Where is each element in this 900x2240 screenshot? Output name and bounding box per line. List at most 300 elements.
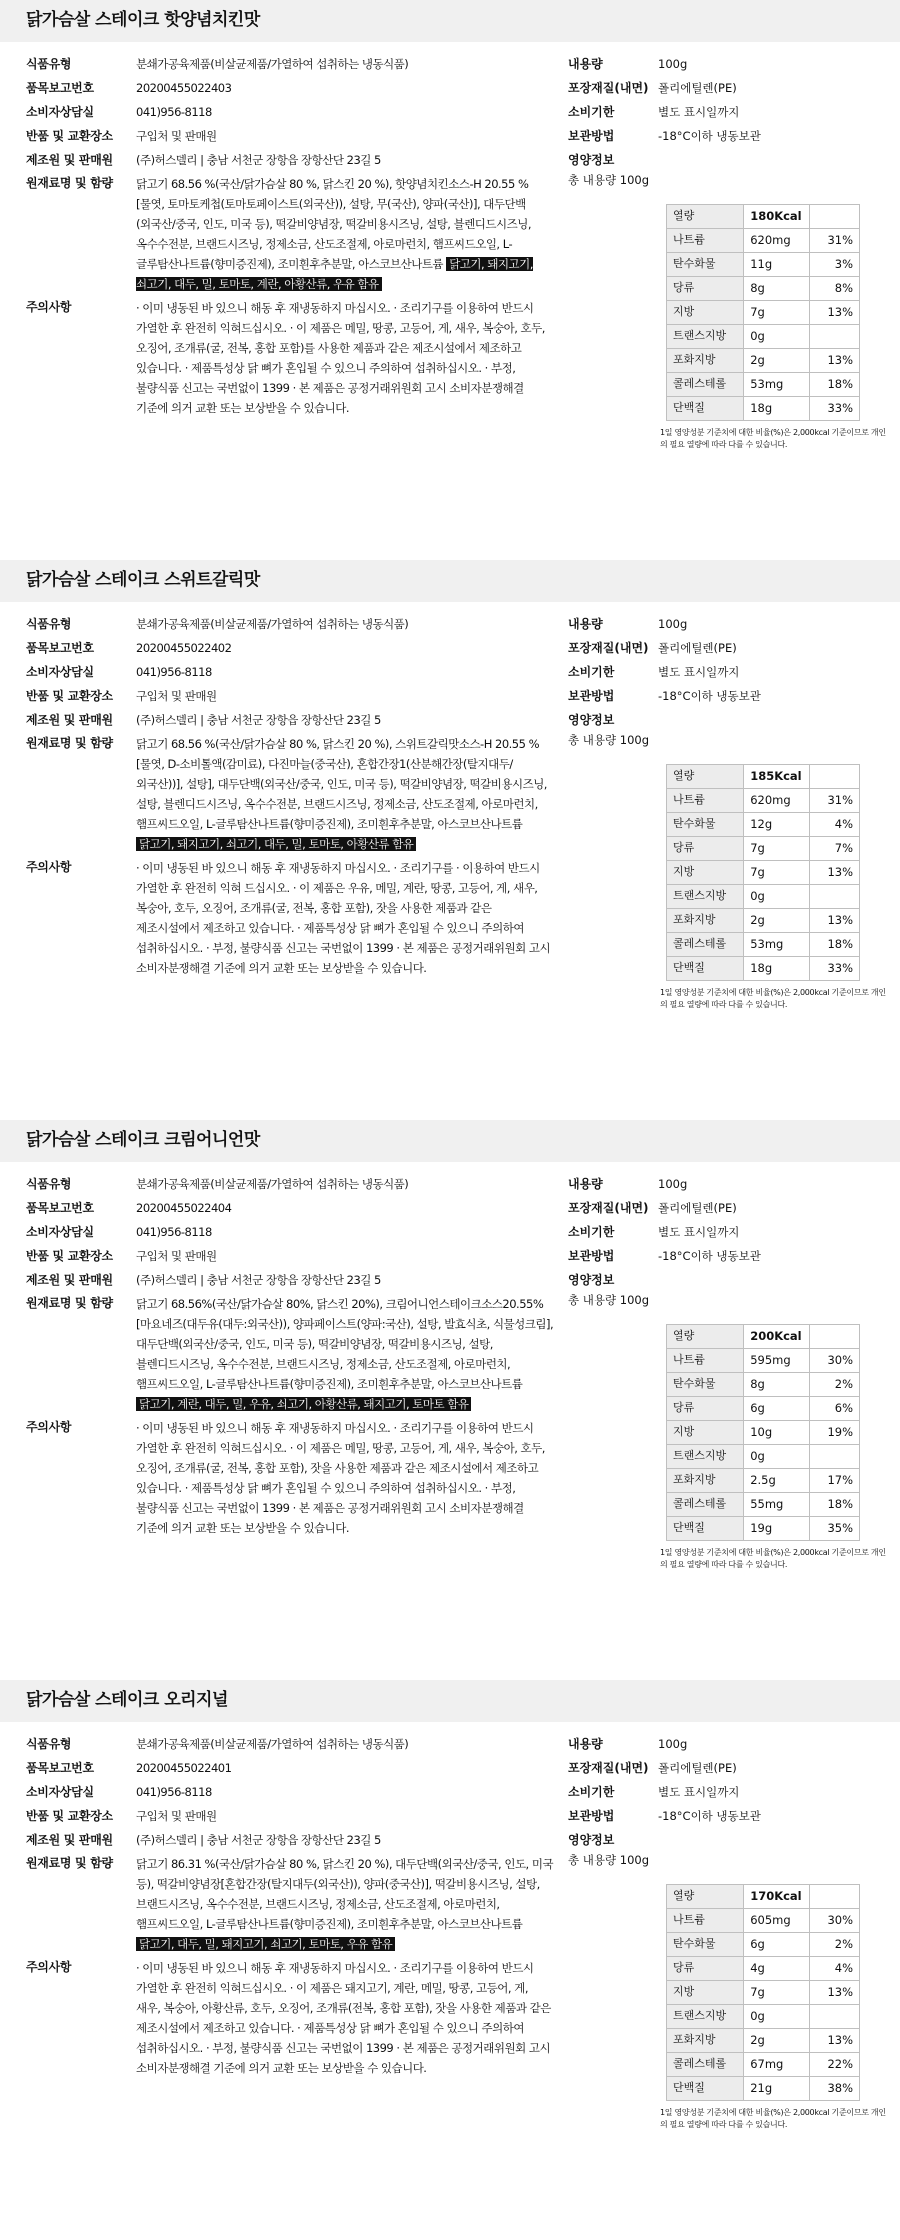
nutrition-row — [667, 1981, 860, 2005]
product-content — [0, 1722, 900, 2131]
nutrition-row — [667, 1397, 860, 1421]
product-info-right — [554, 1174, 900, 1571]
volume-value: 100g — [658, 57, 688, 71]
nutrition-row — [667, 1373, 860, 1397]
storage-label: 보관방법 — [568, 129, 615, 143]
nutrient-percent — [810, 325, 860, 349]
return-place-value: 구입처 및 판매원 — [136, 689, 217, 703]
product-section — [0, 0, 900, 560]
report-no-value: 20200455022401 — [136, 1761, 232, 1775]
nutrition-heading: 영양정보 — [568, 1273, 615, 1287]
nutrient-percent — [810, 765, 860, 789]
product-content — [0, 602, 900, 1011]
nutrient-amount: 6g — [744, 1933, 810, 1957]
ingredients-text: 닭고기 68.56%(국산/닭가슴살 80%, 닭스킨 20%), 크림어니언스테이크소스20.55%[마요네즈(대두유(대두:외국산)), 양파페이스트(양파:국산), 설탕, 발효식초, 식물성크림], 대두단백(외국산/중국, 인도, 미국 등), 떡갈비양념장, 떡갈비용시즈닝, 설탕, 블렌디드시즈닝, 옥수수전분, 브랜드시즈닝, 정제소금, 산도조절제, 아로마런치, 햄프씨드오일, L-글루탐산나트륨(향미증진제), 조미흰후추분말, 아스코브산나트륨 — [136, 1297, 554, 1391]
nutrition-heading: 영양정보 — [568, 1833, 615, 1847]
report-no-label: 품목보고번호 — [26, 1761, 94, 1775]
nutrition-row — [667, 253, 860, 277]
nutrient-amount: 7g — [744, 1981, 810, 2005]
food-type-value: 분쇄가공육제품(비살균제품/가열하여 섭취하는 냉동식품) — [136, 1737, 409, 1751]
nutrient-name: 지방 — [667, 1981, 744, 2005]
nutrient-name: 단백질 — [667, 1517, 744, 1541]
caution-label: 주의사항 — [26, 300, 72, 314]
volume-value: 100g — [658, 617, 688, 631]
return-place-value: 구입처 및 판매원 — [136, 1809, 217, 1823]
nutrition-note: 1일 영양성분 기준치에 대한 비율(%)은 2,000kcal 기준이므로 개인의 필요 열량에 따라 다를 수 있습니다. — [660, 428, 886, 449]
report-no-value: 20200455022402 — [136, 641, 232, 655]
report-no-value: 20200455022403 — [136, 81, 232, 95]
nutrient-amount: 18g — [744, 957, 810, 981]
nutrient-name: 열량 — [667, 1885, 744, 1909]
ingredients-row — [26, 734, 554, 854]
nutrient-name: 트랜스지방 — [667, 325, 744, 349]
nutrition-row — [667, 789, 860, 813]
volume-value: 100g — [658, 1737, 688, 1751]
nutrient-percent: 38% — [810, 2077, 860, 2101]
nutrient-amount: 18g — [744, 397, 810, 421]
ingredients-value — [136, 734, 554, 854]
expiry-label: 소비기한 — [568, 1225, 615, 1239]
nutrient-name: 열량 — [667, 205, 744, 229]
nutrient-amount: 620mg — [744, 789, 810, 813]
nutrient-amount: 0g — [744, 885, 810, 909]
nutrition-table-body — [667, 205, 860, 421]
nutrient-percent: 35% — [810, 1517, 860, 1541]
packaging-value: 폴리에틸렌(PE) — [658, 1761, 737, 1775]
nutrient-percent: 30% — [810, 1909, 860, 1933]
nutrient-percent: 4% — [810, 1957, 860, 1981]
manufacturer-row — [26, 1830, 554, 1850]
nutrient-amount: 7g — [744, 861, 810, 885]
consumer-center-label: 소비자상담실 — [26, 105, 94, 119]
ingredients-label: 원재료명 및 함량 — [26, 176, 113, 190]
nutrient-amount: 170Kcal — [744, 1885, 810, 1909]
consumer-center-label: 소비자상담실 — [26, 665, 94, 679]
nutrient-amount: 6g — [744, 1397, 810, 1421]
consumer-center-row — [26, 662, 554, 682]
nutrient-name: 탄수화물 — [667, 813, 744, 837]
consumer-center-row — [26, 1782, 554, 1802]
nutrient-amount: 53mg — [744, 373, 810, 397]
nutrition-row — [667, 1421, 860, 1445]
nutrient-percent: 17% — [810, 1469, 860, 1493]
nutrition-row — [667, 1445, 860, 1469]
nutrient-percent: 13% — [810, 301, 860, 325]
ingredients-value — [136, 1294, 554, 1414]
food-type-label: 식품유형 — [26, 617, 72, 631]
report-no-label: 품목보고번호 — [26, 81, 94, 95]
food-type-row — [26, 614, 554, 634]
nutrition-row — [667, 397, 860, 421]
product-title-bar — [0, 560, 900, 602]
report-no-row — [26, 1758, 554, 1778]
nutrition-row — [667, 1957, 860, 1981]
nutrient-name: 콜레스테롤 — [667, 2053, 744, 2077]
nutrition-row — [667, 909, 860, 933]
caution-row — [26, 1958, 554, 2078]
nutrient-name: 콜레스테롤 — [667, 1493, 744, 1517]
nutrient-name: 탄수화물 — [667, 1933, 744, 1957]
storage-value: -18°C이하 냉동보관 — [658, 129, 761, 143]
storage-row — [568, 686, 900, 706]
nutrient-amount: 8g — [744, 1373, 810, 1397]
consumer-center-value: 041)956-8118 — [136, 105, 212, 119]
packaging-label: 포장재질(내면) — [568, 1761, 649, 1775]
storage-value: -18°C이하 냉동보관 — [658, 689, 761, 703]
product-info-right — [554, 614, 900, 1011]
nutrient-amount: 605mg — [744, 1909, 810, 1933]
product-title: 닭가슴살 스테이크 스위트갈릭맛 — [26, 570, 260, 591]
nutrient-amount: 0g — [744, 1445, 810, 1469]
food-type-label: 식품유형 — [26, 1177, 72, 1191]
return-place-value: 구입처 및 판매원 — [136, 129, 217, 143]
nutrition-row — [667, 1349, 860, 1373]
manufacturer-row — [26, 1270, 554, 1290]
nutrient-amount: 0g — [744, 325, 810, 349]
nutrient-amount: 595mg — [744, 1349, 810, 1373]
product-info-right — [554, 1734, 900, 2131]
caution-value: · 이미 냉동된 바 있으니 해동 후 재냉동하지 마십시오. · 조리기구를 이용하여 반드시 가열한 후 완전히 익혀드십시오. · 이 제품은 메밀, 땅콩, 고등어, 게, 새우, 복숭아, 호두, 오징어, 조개류(굴, 전복, 홍합 포함), 잣을 사용한 제품과 같은 제조시설에서 제조하고 있습니다. · 제품특성상 닭 뼈가 혼입될 수 있으니 주의하여 섭취하십시오. · 부정, 불량식품 신고는 국번없이 1399 · 본 제품은 공정거래위원회 고시 소비자분쟁해결 기준에 의거 교환 또는 보상받을 수 있습니다. — [136, 1421, 545, 1535]
packaging-value: 폴리에틸렌(PE) — [658, 1201, 737, 1215]
volume-row — [568, 1734, 900, 1754]
volume-row — [568, 54, 900, 74]
expiry-value: 별도 표시일까지 — [658, 105, 740, 119]
nutrient-percent: 30% — [810, 1349, 860, 1373]
nutrition-heading-row — [568, 1270, 900, 1290]
nutrient-amount: 7g — [744, 301, 810, 325]
report-no-label: 품목보고번호 — [26, 1201, 94, 1215]
product-section — [0, 1680, 900, 2240]
nutrient-name: 단백질 — [667, 397, 744, 421]
food-type-row — [26, 1734, 554, 1754]
manufacturer-label: 제조원 및 판매원 — [26, 153, 113, 167]
nutrient-name: 포화지방 — [667, 1469, 744, 1493]
consumer-center-row — [26, 1222, 554, 1242]
storage-label: 보관방법 — [568, 1809, 615, 1823]
nutrient-name: 콜레스테롤 — [667, 933, 744, 957]
return-place-label: 반품 및 교환장소 — [26, 689, 113, 703]
nutrient-amount: 11g — [744, 253, 810, 277]
nutrition-row — [667, 1933, 860, 1957]
nutrient-percent: 13% — [810, 1981, 860, 2005]
nutrient-name: 지방 — [667, 1421, 744, 1445]
volume-label: 내용량 — [568, 1737, 603, 1751]
product-info-left — [26, 1174, 554, 1571]
consumer-center-value: 041)956-8118 — [136, 1785, 212, 1799]
nutrient-amount: 53mg — [744, 933, 810, 957]
storage-value: -18°C이하 냉동보관 — [658, 1809, 761, 1823]
report-no-row — [26, 1198, 554, 1218]
nutrition-row — [667, 1325, 860, 1349]
report-no-row — [26, 78, 554, 98]
nutrient-amount: 2g — [744, 349, 810, 373]
nutrient-amount: 2.5g — [744, 1469, 810, 1493]
return-place-label: 반품 및 교환장소 — [26, 1249, 113, 1263]
ingredients-label: 원재료명 및 함량 — [26, 736, 113, 750]
nutrient-name: 단백질 — [667, 2077, 744, 2101]
nutrition-note: 1일 영양성분 기준치에 대한 비율(%)은 2,000kcal 기준이므로 개인의 필요 열량에 따라 다를 수 있습니다. — [660, 1548, 886, 1569]
nutrient-percent: 33% — [810, 957, 860, 981]
nutrient-name: 나트륨 — [667, 229, 744, 253]
caution-row — [26, 1418, 554, 1538]
storage-row — [568, 126, 900, 146]
food-type-value: 분쇄가공육제품(비살균제품/가열하여 섭취하는 냉동식품) — [136, 1177, 409, 1191]
nutrient-percent: 13% — [810, 349, 860, 373]
allergen-badge: 닭고기, 계란, 대두, 밀, 우유, 쇠고기, 아황산류, 돼지고기, 토마토 함유 — [136, 1397, 471, 1411]
food-type-value: 분쇄가공육제품(비살균제품/가열하여 섭취하는 냉동식품) — [136, 57, 409, 71]
manufacturer-value: (주)허스델리 | 충남 서천군 장항읍 장항산단 23길 5 — [136, 1833, 381, 1847]
packaging-row — [568, 638, 900, 658]
product-title-bar — [0, 1680, 900, 1722]
return-place-row — [26, 686, 554, 706]
caution-value: · 이미 냉동된 바 있으니 해동 후 재냉동하지 마십시오. · 조리기구를 · 이용하여 반드시 가열한 후 완전히 익혀 드십시오. · 이 제품은 우유, 메밀, 계란, 땅콩, 고등어, 게, 새우, 복숭아, 호두, 오징어, 조개류(굴, 전복, 홍합 포함), 잣을 사용한 제품과 같은 제조시설에서 제조하고 있습니다. · 제품특성상 닭 뼈가 혼입될 수 있으니 주의하여 섭취하십시오. · 부정, 불량식품 신고는 국번없이 1399 · 본 제품은 공정거래위원회 고시 소비자분쟁해결 기준에 의거 교환 또는 보상받을 수 있습니다. — [136, 861, 551, 975]
packaging-row — [568, 78, 900, 98]
ingredients-row — [26, 174, 554, 294]
storage-value: -18°C이하 냉동보관 — [658, 1249, 761, 1263]
manufacturer-label: 제조원 및 판매원 — [26, 1833, 113, 1847]
nutrient-percent: 18% — [810, 933, 860, 957]
caution-row — [26, 298, 554, 418]
nutrient-amount: 620mg — [744, 229, 810, 253]
nutrition-note: 1일 영양성분 기준치에 대한 비율(%)은 2,000kcal 기준이므로 개인의 필요 열량에 따라 다를 수 있습니다. — [660, 2108, 886, 2129]
nutrition-heading: 영양정보 — [568, 713, 615, 727]
nutrient-amount: 8g — [744, 277, 810, 301]
nutrient-name: 트랜스지방 — [667, 885, 744, 909]
nutrient-name: 나트륨 — [667, 1349, 744, 1373]
product-info-left — [26, 1734, 554, 2131]
nutrient-name: 당류 — [667, 1957, 744, 1981]
nutrition-heading-row — [568, 1830, 900, 1850]
expiry-row — [568, 102, 900, 122]
nutrition-row — [667, 861, 860, 885]
consumer-center-row — [26, 102, 554, 122]
product-content — [0, 42, 900, 451]
nutrient-percent: 13% — [810, 861, 860, 885]
expiry-value: 별도 표시일까지 — [658, 665, 740, 679]
nutrient-percent: 33% — [810, 397, 860, 421]
ingredients-label: 원재료명 및 함량 — [26, 1856, 113, 1870]
report-no-row — [26, 638, 554, 658]
ingredients-value — [136, 174, 554, 294]
expiry-value: 별도 표시일까지 — [658, 1225, 740, 1239]
nutrition-table — [666, 204, 860, 421]
nutrient-name: 당류 — [667, 1397, 744, 1421]
nutrition-note: 1일 영양성분 기준치에 대한 비율(%)은 2,000kcal 기준이므로 개인의 필요 열량에 따라 다를 수 있습니다. — [660, 988, 886, 1009]
volume-row — [568, 1174, 900, 1194]
caution-label: 주의사항 — [26, 1420, 72, 1434]
consumer-center-label: 소비자상담실 — [26, 1225, 94, 1239]
caution-label: 주의사항 — [26, 1960, 72, 1974]
nutrient-name: 트랜스지방 — [667, 1445, 744, 1469]
product-title: 닭가슴살 스테이크 오리지널 — [26, 1690, 228, 1711]
nutrient-name: 콜레스테롤 — [667, 373, 744, 397]
manufacturer-value: (주)허스델리 | 충남 서천군 장항읍 장항산단 23길 5 — [136, 153, 381, 167]
nutrition-row — [667, 885, 860, 909]
nutrition-row — [667, 205, 860, 229]
nutrition-row — [667, 277, 860, 301]
food-type-value: 분쇄가공육제품(비살균제품/가열하여 섭취하는 냉동식품) — [136, 617, 409, 631]
nutrient-percent: 31% — [810, 789, 860, 813]
nutrition-row — [667, 933, 860, 957]
consumer-center-label: 소비자상담실 — [26, 1785, 94, 1799]
nutrition-heading-row — [568, 710, 900, 730]
volume-label: 내용량 — [568, 1177, 603, 1191]
nutrient-amount: 10g — [744, 1421, 810, 1445]
expiry-row — [568, 1222, 900, 1242]
expiry-label: 소비기한 — [568, 105, 615, 119]
return-place-row — [26, 1806, 554, 1826]
nutrient-amount: 185Kcal — [744, 765, 810, 789]
nutrient-percent: 13% — [810, 909, 860, 933]
nutrition-row — [667, 1469, 860, 1493]
nutrition-row — [667, 1909, 860, 1933]
volume-value: 100g — [658, 1177, 688, 1191]
nutrition-row — [667, 765, 860, 789]
nutrient-name: 나트륨 — [667, 789, 744, 813]
total-volume: 총 내용량 100g — [568, 1293, 649, 1307]
return-place-label: 반품 및 교환장소 — [26, 1809, 113, 1823]
expiry-row — [568, 662, 900, 682]
consumer-center-value: 041)956-8118 — [136, 1225, 212, 1239]
nutrient-amount: 200Kcal — [744, 1325, 810, 1349]
expiry-value: 별도 표시일까지 — [658, 1785, 740, 1799]
nutrient-name: 당류 — [667, 277, 744, 301]
nutrition-row — [667, 1493, 860, 1517]
nutrient-amount: 19g — [744, 1517, 810, 1541]
nutrient-name: 나트륨 — [667, 1909, 744, 1933]
nutrient-name: 탄수화물 — [667, 1373, 744, 1397]
nutrient-percent: 2% — [810, 1933, 860, 1957]
nutrient-name: 열량 — [667, 1325, 744, 1349]
food-type-row — [26, 54, 554, 74]
nutrient-amount: 2g — [744, 2029, 810, 2053]
return-place-row — [26, 126, 554, 146]
product-info-left — [26, 54, 554, 451]
nutrient-amount: 67mg — [744, 2053, 810, 2077]
nutrient-percent — [810, 205, 860, 229]
volume-label: 내용량 — [568, 57, 603, 71]
nutrition-row — [667, 2005, 860, 2029]
manufacturer-value: (주)허스델리 | 충남 서천군 장항읍 장항산단 23길 5 — [136, 713, 381, 727]
product-title: 닭가슴살 스테이크 핫양념치킨맛 — [26, 10, 260, 31]
nutrition-row — [667, 2029, 860, 2053]
return-place-label: 반품 및 교환장소 — [26, 129, 113, 143]
report-no-value: 20200455022404 — [136, 1201, 232, 1215]
product-title: 닭가슴살 스테이크 크림어니언맛 — [26, 1130, 260, 1151]
ingredients-text: 닭고기 68.56 %(국산/닭가슴살 80 %, 닭스킨 20 %), 핫양념치킨소스-H 20.55 %[물엿, 토마토케첩(토마토페이스트(외국산)), 설탕, 무(국산), 양파(국산)], 대두단백(외국산/중국, 인도, 미국 등), 떡갈비양념장, 떡갈비용시즈닝, 설탕, 블렌디드시즈닝, 옥수수전분, 브랜드시즈닝, 정제소금, 산도조절제, 아로마런치, 햄프씨드오일, L-글루탐산나트륨(향미증진제), 조미흰후추분말, 아스코브산나트륨 — [136, 177, 532, 271]
nutrition-row — [667, 2077, 860, 2101]
food-type-label: 식품유형 — [26, 57, 72, 71]
product-section — [0, 1120, 900, 1680]
nutrition-row — [667, 2053, 860, 2077]
nutrient-name: 지방 — [667, 861, 744, 885]
nutrient-percent: 19% — [810, 1421, 860, 1445]
expiry-label: 소비기한 — [568, 665, 615, 679]
nutrient-percent — [810, 885, 860, 909]
nutrient-percent: 8% — [810, 277, 860, 301]
nutrient-name: 포화지방 — [667, 2029, 744, 2053]
nutrient-name: 당류 — [667, 837, 744, 861]
return-place-row — [26, 1246, 554, 1266]
packaging-label: 포장재질(내면) — [568, 81, 649, 95]
nutrition-row — [667, 1517, 860, 1541]
nutrient-percent — [810, 1445, 860, 1469]
packaging-row — [568, 1198, 900, 1218]
nutrient-percent: 18% — [810, 373, 860, 397]
nutrient-percent: 2% — [810, 1373, 860, 1397]
nutrition-row — [667, 301, 860, 325]
nutrition-row — [667, 837, 860, 861]
storage-row — [568, 1806, 900, 1826]
nutrient-amount: 0g — [744, 2005, 810, 2029]
nutrient-percent — [810, 2005, 860, 2029]
nutrition-row — [667, 373, 860, 397]
nutrient-amount: 180Kcal — [744, 205, 810, 229]
caution-label: 주의사항 — [26, 860, 72, 874]
expiry-label: 소비기한 — [568, 1785, 615, 1799]
nutrient-name: 포화지방 — [667, 349, 744, 373]
nutrient-amount: 7g — [744, 837, 810, 861]
nutrient-name: 단백질 — [667, 957, 744, 981]
nutrition-row — [667, 325, 860, 349]
storage-label: 보관방법 — [568, 1249, 615, 1263]
product-info-left — [26, 614, 554, 1011]
nutrient-percent: 3% — [810, 253, 860, 277]
nutrition-row — [667, 957, 860, 981]
nutrient-percent — [810, 1325, 860, 1349]
ingredients-row — [26, 1854, 554, 1954]
nutrient-amount: 12g — [744, 813, 810, 837]
nutrient-percent: 22% — [810, 2053, 860, 2077]
ingredients-row — [26, 1294, 554, 1414]
allergen-badge: 닭고기, 대두, 밀, 돼지고기, 쇠고기, 토마토, 우유 함유 — [136, 1937, 395, 1951]
manufacturer-value: (주)허스델리 | 충남 서천군 장항읍 장항산단 23길 5 — [136, 1273, 381, 1287]
food-type-row — [26, 1174, 554, 1194]
ingredients-label: 원재료명 및 함량 — [26, 1296, 113, 1310]
nutrient-name: 트랜스지방 — [667, 2005, 744, 2029]
nutrition-table — [666, 764, 860, 981]
nutrition-table — [666, 1324, 860, 1541]
ingredients-text: 닭고기 86.31 %(국산/닭가슴살 80 %, 닭스킨 20 %), 대두단백(외국산/중국, 인도, 미국 등), 떡갈비양념장[혼합간장(탈지대두(외국산)), 양파(중국산)], 떡갈비용시즈닝, 설탕, 브랜드시즈닝, 옥수수전분, 브랜드시즈닝, 정제소금, 산도조절제, 아로마런치, 햄프씨드오일, L-글루탐산나트륨(향미증진제), 조미흰후추분말, 아스코브산나트륨 — [136, 1857, 554, 1931]
ingredients-value — [136, 1854, 554, 1954]
nutrition-table-body — [667, 1885, 860, 2101]
nutrient-name: 지방 — [667, 301, 744, 325]
nutrient-name: 탄수화물 — [667, 253, 744, 277]
product-section — [0, 560, 900, 1120]
storage-row — [568, 1246, 900, 1266]
packaging-value: 폴리에틸렌(PE) — [658, 641, 737, 655]
nutrient-percent: 31% — [810, 229, 860, 253]
product-title-bar — [0, 1120, 900, 1162]
packaging-row — [568, 1758, 900, 1778]
nutrition-row — [667, 229, 860, 253]
nutrient-percent: 7% — [810, 837, 860, 861]
manufacturer-row — [26, 710, 554, 730]
caution-value: · 이미 냉동된 바 있으니 해동 후 재냉동하지 마십시오. · 조리기구를 이용하여 반드시 가열한 후 완전히 익혀드십시오. · 이 제품은 메밀, 땅콩, 고등어, 게, 새우, 복숭아, 호두, 오징어, 조개류(굴, 전복, 홍합 포함)를 사용한 제품과 같은 제조시설에서 제조하고 있습니다. · 제품특성상 닭 뼈가 혼입될 수 있으니 주의하여 섭취하십시오. · 부정, 불량식품 신고는 국번없이 1399 · 본 제품은 공정거래위원회 고시 소비자분쟁해결 기준에 의거 교환 또는 보상받을 수 있습니다. — [136, 301, 545, 415]
nutrient-name: 포화지방 — [667, 909, 744, 933]
nutrient-amount: 2g — [744, 909, 810, 933]
storage-label: 보관방법 — [568, 689, 615, 703]
caution-row — [26, 858, 554, 978]
report-no-label: 품목보고번호 — [26, 641, 94, 655]
packaging-value: 폴리에틸렌(PE) — [658, 81, 737, 95]
volume-row — [568, 614, 900, 634]
ingredients-text: 닭고기 68.56 %(국산/닭가슴살 80 %, 닭스킨 20 %), 스위트갈릭맛소스-H 20.55 %[물엿, D-소비톨액(감미료), 다진마늘(중국산), 혼합간장1(산분해간장(탈지대두/외국산))], 설탕], 대두단백(외국산/중국, 인도, 미국 등), 떡갈비양념장, 떡갈비용시즈닝, 설탕, 블렌디드시즈닝, 옥수수전분, 브랜드시즈닝, 정제소금, 산도조절제, 아로마런치, 햄프씨드오일, L-글루탐산나트륨(향미증진제), 조미흰후추분말, 아스코브산나트륨 — [136, 737, 547, 831]
packaging-label: 포장재질(내면) — [568, 641, 649, 655]
nutrition-table — [666, 1884, 860, 2101]
total-volume: 총 내용량 100g — [568, 733, 649, 747]
nutrient-percent: 13% — [810, 2029, 860, 2053]
